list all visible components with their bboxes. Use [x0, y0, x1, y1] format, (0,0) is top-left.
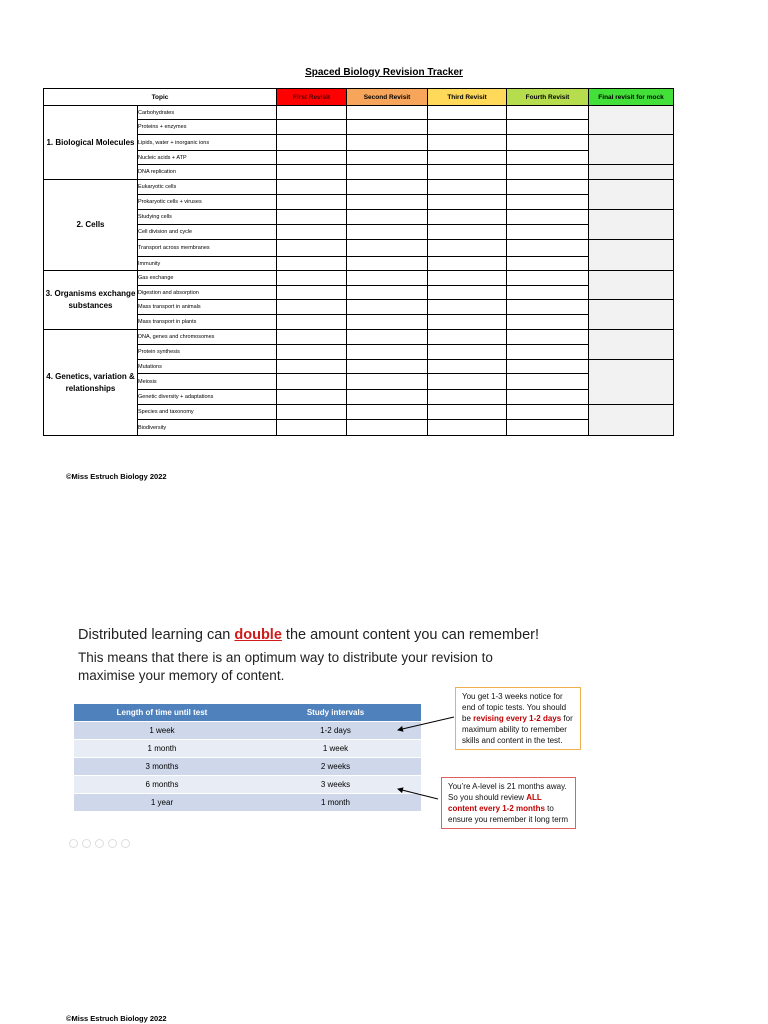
revisit-checkbox-cell[interactable]	[507, 360, 589, 374]
revisit-checkbox-cell[interactable]	[277, 405, 347, 420]
revisit-checkbox-cell[interactable]	[277, 106, 347, 120]
revisit-checkbox-cell[interactable]	[428, 135, 507, 151]
subtopic-label: Mutations	[138, 360, 277, 374]
revisit-checkbox-cell[interactable]	[428, 165, 507, 180]
revisit-checkbox-cell[interactable]	[347, 120, 428, 135]
revisit-checkbox-cell[interactable]	[507, 120, 589, 135]
revisit-checkbox-cell[interactable]	[507, 257, 589, 271]
final-revisit-cell[interactable]	[589, 106, 674, 135]
subtopic-label: Immunity	[138, 257, 277, 271]
tracker-row	[44, 225, 674, 240]
tracker-row	[44, 165, 674, 180]
revisit-checkbox-cell[interactable]	[507, 300, 589, 315]
revisit-checkbox-cell[interactable]	[277, 345, 347, 360]
final-revisit-cell[interactable]	[589, 210, 674, 240]
subtopic-label: Biodiversity	[138, 420, 277, 436]
column-header-intervals: Study intervals	[250, 704, 421, 722]
subtopic-label: Genetic diversity + adaptations	[138, 390, 277, 405]
revisit-checkbox-cell[interactable]	[347, 390, 428, 405]
callout-topic-tests: You get 1-3 weeks notice for end of topic tests. You should be revising every 1-2 days for maximum ability to remember skills and content in the test.	[455, 687, 581, 750]
revisit-checkbox-cell[interactable]	[347, 210, 428, 225]
tracker-row	[44, 210, 674, 225]
copyright-text: ©Miss Estruch Biology 2022	[66, 472, 167, 481]
slide-line-3: maximise your memory of content.	[78, 668, 285, 683]
topic-group-label: 3. Organisms exchange substances	[44, 271, 138, 330]
slide-headline: Distributed learning can double the amount content you can remember!	[78, 627, 540, 643]
tracker-row	[44, 420, 674, 436]
tracker-row	[44, 180, 674, 195]
final-revisit-cell[interactable]	[589, 240, 674, 271]
revisit-checkbox-cell[interactable]	[277, 390, 347, 405]
revision-tracker-table	[43, 88, 674, 436]
column-header-revisit: Fourth Revisit	[507, 89, 589, 106]
subtopic-label: Mass transport in plants	[138, 315, 277, 330]
tracker-row	[44, 271, 674, 286]
revisit-checkbox-cell[interactable]	[428, 315, 507, 330]
tracker-row	[44, 345, 674, 360]
final-revisit-cell[interactable]	[589, 300, 674, 330]
tracker-row	[44, 374, 674, 390]
revisit-checkbox-cell[interactable]	[347, 374, 428, 390]
slide-line-2: This means that there is an optimum way to distribute your revision to	[78, 650, 493, 665]
column-header-revisit: Third Revisit	[428, 89, 507, 106]
revisit-checkbox-cell[interactable]	[507, 151, 589, 165]
tracker-row	[44, 195, 674, 210]
revisit-checkbox-cell[interactable]	[507, 405, 589, 420]
double-highlight: double	[234, 627, 282, 643]
subtopic-label: Nucleic acids + ATP	[138, 151, 277, 165]
tracker-row	[44, 330, 674, 345]
subtopic-label: DNA replication	[138, 165, 277, 180]
topic-group-label: 2. Cells	[44, 180, 138, 271]
revisit-checkbox-cell[interactable]	[507, 165, 589, 180]
revisit-checkbox-cell[interactable]	[347, 180, 428, 195]
revisit-checkbox-cell[interactable]	[428, 210, 507, 225]
subtopic-label: Meiosis	[138, 374, 277, 390]
revisit-checkbox-cell[interactable]	[347, 240, 428, 257]
revisit-checkbox-cell[interactable]	[428, 300, 507, 315]
tracker-row	[44, 360, 674, 374]
revisit-checkbox-cell[interactable]	[347, 106, 428, 120]
column-header-revisit: Second Revisit	[347, 89, 428, 106]
slide-nav-dot	[95, 839, 104, 848]
tracker-row	[44, 405, 674, 420]
tracker-row	[44, 300, 674, 315]
revisit-checkbox-cell[interactable]	[347, 345, 428, 360]
slide-nav-dot	[108, 839, 117, 848]
revisit-checkbox-cell[interactable]	[507, 286, 589, 300]
revisit-checkbox-cell[interactable]	[347, 315, 428, 330]
revisit-checkbox-cell[interactable]	[428, 374, 507, 390]
revisit-checkbox-cell[interactable]	[428, 240, 507, 257]
revisit-checkbox-cell[interactable]	[277, 257, 347, 271]
copyright-text-footer: ©Miss Estruch Biology 2022	[66, 1014, 167, 1023]
revisit-checkbox-cell[interactable]	[277, 420, 347, 436]
subtopic-label: Protein synthesis	[138, 345, 277, 360]
revisit-checkbox-cell[interactable]	[507, 374, 589, 390]
subtopic-label: Studying cells	[138, 210, 277, 225]
callout-a-level: You’re A-level is 21 months away. So you should review ALL content every 1-2 months to ensure you remember it long term	[441, 777, 576, 829]
revisit-checkbox-cell[interactable]	[428, 345, 507, 360]
revisit-checkbox-cell[interactable]	[428, 420, 507, 436]
subtopic-label: Transport across membranes	[138, 240, 277, 257]
subtopic-label: Cell division and cycle	[138, 225, 277, 240]
revisit-checkbox-cell[interactable]	[277, 120, 347, 135]
final-revisit-cell[interactable]	[589, 405, 674, 436]
revisit-checkbox-cell[interactable]	[277, 300, 347, 315]
tracker-row	[44, 257, 674, 271]
revisit-checkbox-cell[interactable]	[507, 180, 589, 195]
revisit-checkbox-cell[interactable]	[428, 286, 507, 300]
revisit-checkbox-cell[interactable]	[277, 315, 347, 330]
revisit-checkbox-cell[interactable]	[347, 135, 428, 151]
revisit-checkbox-cell[interactable]	[347, 286, 428, 300]
final-revisit-cell[interactable]	[589, 165, 674, 180]
revisit-checkbox-cell[interactable]	[428, 180, 507, 195]
slide-nav-dot	[82, 839, 91, 848]
revisit-checkbox-cell[interactable]	[277, 286, 347, 300]
table-row: 1 week 1-2 days	[74, 722, 421, 740]
revisit-checkbox-cell[interactable]	[347, 300, 428, 315]
slide-nav-dots	[69, 839, 130, 848]
revisit-checkbox-cell[interactable]	[347, 151, 428, 165]
revisit-checkbox-cell[interactable]	[507, 240, 589, 257]
tracker-row	[44, 120, 674, 135]
revisit-checkbox-cell[interactable]	[507, 135, 589, 151]
final-revisit-cell[interactable]	[589, 360, 674, 405]
revisit-checkbox-cell[interactable]	[277, 135, 347, 151]
revisit-checkbox-cell[interactable]	[277, 240, 347, 257]
tracker-row	[44, 390, 674, 405]
revisit-checkbox-cell[interactable]	[428, 120, 507, 135]
final-revisit-cell[interactable]	[589, 180, 674, 210]
revisit-checkbox-cell[interactable]	[277, 374, 347, 390]
revisit-checkbox-cell[interactable]	[428, 405, 507, 420]
subtopic-label: Prokaryotic cells + viruses	[138, 195, 277, 210]
revisit-checkbox-cell[interactable]	[347, 195, 428, 210]
revisit-checkbox-cell[interactable]	[277, 180, 347, 195]
final-revisit-cell[interactable]	[589, 330, 674, 360]
tracker-row	[44, 135, 674, 151]
revisit-checkbox-cell[interactable]	[347, 271, 428, 286]
distributed-learning-slide	[65, 627, 593, 847]
revisit-checkbox-cell[interactable]	[347, 360, 428, 374]
revisit-checkbox-cell[interactable]	[428, 390, 507, 405]
revisit-checkbox-cell[interactable]	[277, 330, 347, 345]
table-row: 6 months 3 weeks	[74, 776, 421, 794]
slide-nav-dot	[121, 839, 130, 848]
final-revisit-cell[interactable]	[589, 135, 674, 165]
subtopic-label: Lipids, water + inorganic ions	[138, 135, 277, 151]
revisit-checkbox-cell[interactable]	[507, 420, 589, 436]
revisit-checkbox-cell[interactable]	[277, 165, 347, 180]
column-header-length: Length of time until test	[74, 704, 250, 722]
final-revisit-cell[interactable]	[589, 271, 674, 300]
revisit-checkbox-cell[interactable]	[428, 257, 507, 271]
revisit-checkbox-cell[interactable]	[428, 195, 507, 210]
revisit-checkbox-cell[interactable]	[347, 405, 428, 420]
revisit-checkbox-cell[interactable]	[507, 210, 589, 225]
revisit-checkbox-cell[interactable]	[507, 225, 589, 240]
table-row: 1 year 1 month	[74, 794, 421, 812]
revisit-checkbox-cell[interactable]	[507, 271, 589, 286]
revisit-checkbox-cell[interactable]	[347, 330, 428, 345]
tracker-row	[44, 240, 674, 257]
table-row: 3 months 2 weeks	[74, 758, 421, 776]
topic-group-label: 4. Genetics, variation & relationships	[44, 330, 138, 436]
revisit-checkbox-cell[interactable]	[507, 330, 589, 345]
revisit-checkbox-cell[interactable]	[507, 390, 589, 405]
tracker-row	[44, 151, 674, 165]
tracker-row	[44, 106, 674, 120]
revisit-checkbox-cell[interactable]	[347, 420, 428, 436]
column-header-revisit: First Revisit	[277, 89, 347, 106]
revisit-checkbox-cell[interactable]	[507, 106, 589, 120]
subtopic-label: Carbohydrates	[138, 106, 277, 120]
tracker-row	[44, 315, 674, 330]
subtopic-label: Species and taxonomy	[138, 405, 277, 420]
table-row: 1 month 1 week	[74, 740, 421, 758]
subtopic-label: Gas exchange	[138, 271, 277, 286]
revisit-checkbox-cell[interactable]	[428, 330, 507, 345]
revisit-checkbox-cell[interactable]	[277, 360, 347, 374]
subtopic-label: Mass transport in animals	[138, 300, 277, 315]
revisit-checkbox-cell[interactable]	[507, 345, 589, 360]
revisit-checkbox-cell[interactable]	[347, 165, 428, 180]
revisit-checkbox-cell[interactable]	[428, 271, 507, 286]
revisit-checkbox-cell[interactable]	[347, 225, 428, 240]
tracker-title: Spaced Biology Revision Tracker	[305, 67, 463, 78]
revisit-checkbox-cell[interactable]	[428, 151, 507, 165]
revisit-checkbox-cell[interactable]	[277, 195, 347, 210]
column-header-topic: Topic	[44, 89, 277, 106]
revisit-checkbox-cell[interactable]	[428, 225, 507, 240]
slide-nav-dot	[69, 839, 78, 848]
revisit-checkbox-cell[interactable]	[277, 225, 347, 240]
revisit-checkbox-cell[interactable]	[428, 360, 507, 374]
revisit-checkbox-cell[interactable]	[277, 151, 347, 165]
revisit-checkbox-cell[interactable]	[507, 315, 589, 330]
subtopic-label: Proteins + enzymes	[138, 120, 277, 135]
topic-group-label: 1. Biological Molecules	[44, 106, 138, 180]
revisit-checkbox-cell[interactable]	[277, 271, 347, 286]
subtopic-label: Digestion and absorption	[138, 286, 277, 300]
revisit-checkbox-cell[interactable]	[277, 210, 347, 225]
subtopic-label: DNA, genes and chromosomes	[138, 330, 277, 345]
revisit-checkbox-cell[interactable]	[428, 106, 507, 120]
revisit-checkbox-cell[interactable]	[347, 257, 428, 271]
revisit-checkbox-cell[interactable]	[507, 195, 589, 210]
column-header-revisit: Final revisit for mock	[589, 89, 674, 106]
subtopic-label: Eukaryotic cells	[138, 180, 277, 195]
tracker-row	[44, 286, 674, 300]
